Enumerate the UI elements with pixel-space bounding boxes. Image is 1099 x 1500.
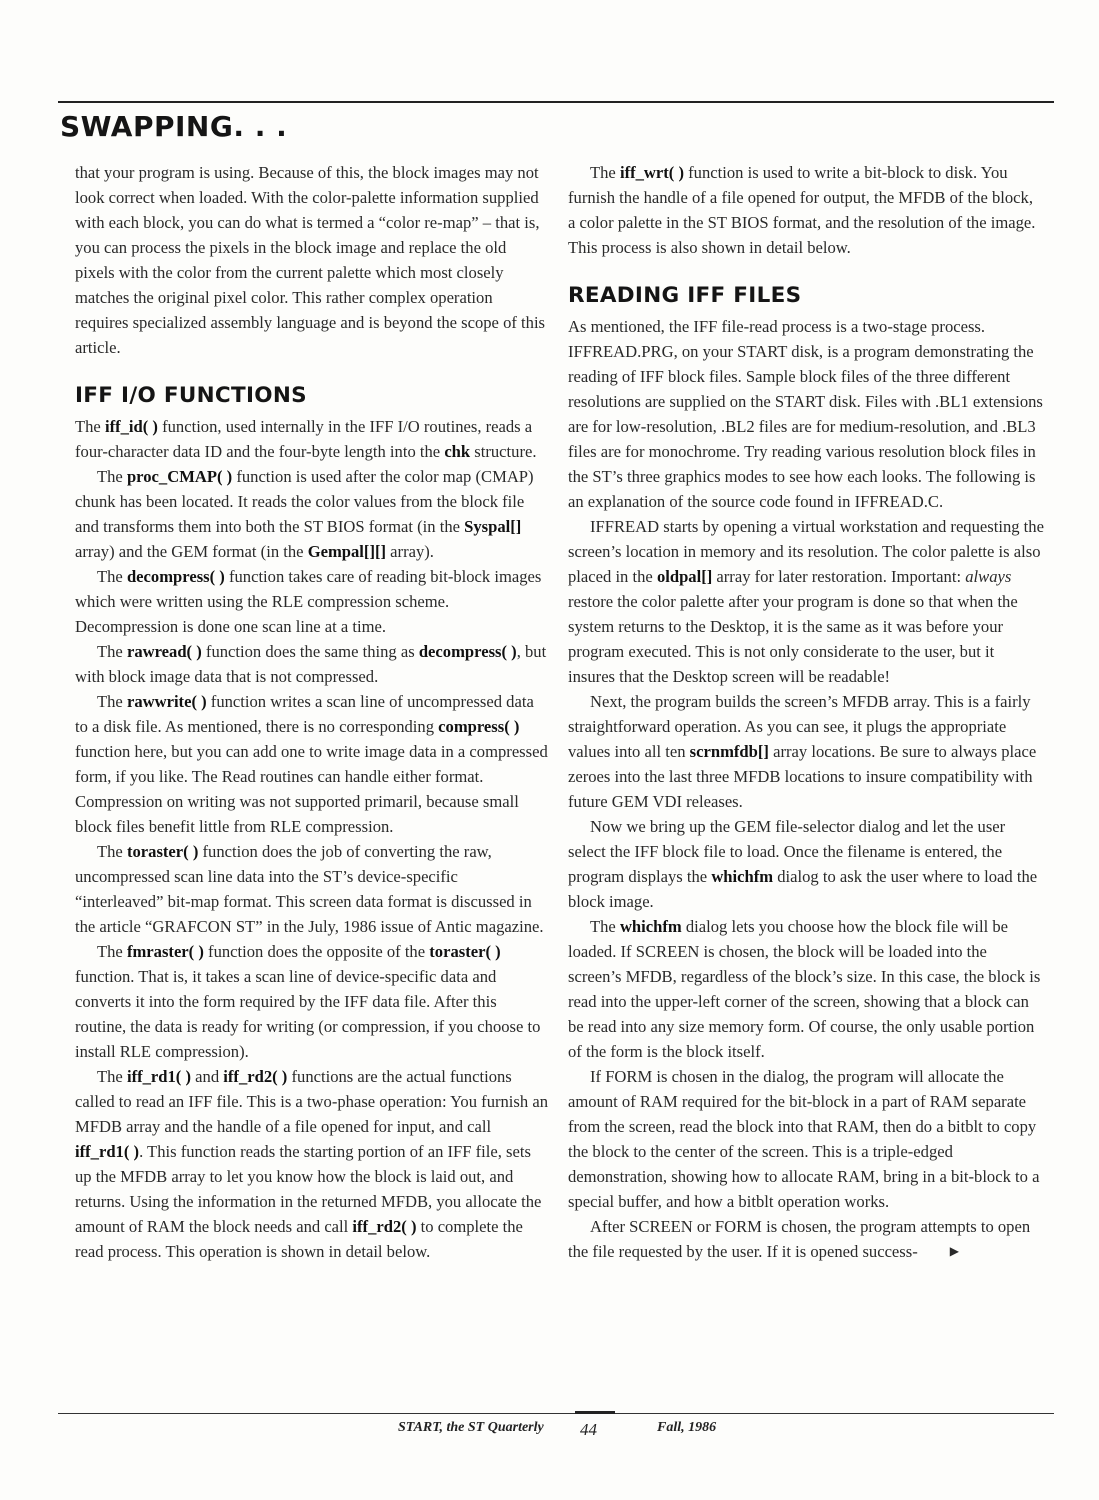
footer-magazine: START, the ST Quarterly [398, 1420, 544, 1435]
text-run: The [97, 842, 127, 861]
left-column [75, 160, 548, 1264]
emphasis-text: always [965, 567, 1012, 586]
text-run: dialog to ask the user where to load the block image. [568, 867, 1038, 911]
text-run: function does the job of converting the raw, uncompressed scan line data into the ST’s device-specific “interleaved” bit-map format. This screen data format is discussed in the article “GRAFCON ST” in the July, 1986 issue of Antic magazine. [75, 842, 544, 936]
function-name: fmraster( ) [126, 942, 204, 961]
text-run: The [75, 417, 105, 436]
text-run: array). [386, 542, 434, 561]
function-name: iff_rd2( ) [223, 1067, 288, 1086]
function-name: iff_id( ) [104, 417, 158, 436]
function-name: rawread( ) [126, 642, 202, 661]
text-run: The [97, 692, 127, 711]
text-run: Now we bring up the GEM file-selector dialog and let the user select the IFF block file to load. Once the filename is entered, the program displays the [568, 817, 1006, 886]
continued-arrow-icon: ▶ [949, 1244, 959, 1258]
text-run: The [590, 917, 620, 936]
text-run: array for later restoration. Important: [712, 567, 966, 586]
function-name: whichfm [619, 917, 682, 936]
paragraph [75, 464, 548, 564]
paragraph [75, 839, 548, 939]
text-run: IFFREAD starts by opening a virtual workstation and requesting the screen’s location in memory and its resolution. The color palette is also placed in the [568, 517, 1044, 586]
function-name: iff_rd1( ) [75, 1142, 140, 1161]
text-run: dialog lets you choose how the block file will be loaded. If SCREEN is chosen, the block will be loaded into the screen’s MFDB, regardless of the block’s size. In this case, the block is read into the upper-left corner of the screen, showing that a block can be read into any size memory form. Of course, the only usable portion of the form is the block itself. [568, 917, 1041, 1061]
paragraph [75, 414, 548, 464]
paragraph [568, 1214, 1044, 1264]
function-name: iff_rd1( ) [126, 1067, 192, 1086]
text-run: that your program is using. Because of this, the block images may not look correct when loaded. With the color-palette information supplied with each block, you can do what is termed a “color re-map” – that is, you can process the pixels in the block image and replace the old pixels with the color from the current palette which most closely matches the original pixel color. This rather complex operation requires specialized assembly language and is beyond the scope of this article. [75, 163, 546, 357]
paragraph [75, 939, 548, 1064]
text-run: and [191, 1067, 224, 1086]
text-run: The [97, 1067, 127, 1086]
paragraph [568, 1064, 1044, 1214]
text-run: function does the same thing as [201, 642, 419, 661]
footer-rule-accent [575, 1411, 615, 1414]
paragraph [75, 564, 548, 639]
text-run: structure. [470, 442, 537, 461]
text-run: Next, the program builds the screen’s MFDB array. This is a fairly straightforward operation. As you can see, it plugs the appropriate values into all ten [568, 692, 1031, 761]
paragraph [75, 639, 548, 689]
text-run: array) and the GEM format (in the [75, 542, 308, 561]
text-run: function is used to write a bit-block to disk. You furnish the handle of a file opened for output, the MFDB of the block, a color palette in the ST BIOS format, and the resolution of the image. This process is also shown in detail below. [568, 163, 1036, 257]
text-run: to complete the read process. This operation is shown in detail below. [75, 1217, 523, 1261]
text-run: . This function reads the starting portion of an IFF file, sets up the MFDB array to let you know how the block is laid out, and returns. Using the information in the returned MFDB, you allocate the amount of RAM the block needs and call [75, 1142, 542, 1236]
text-run: function is used after the color map (CMAP) chunk has been located. It reads the color values from the block file and transforms them into both the ST BIOS format (in the [75, 467, 534, 536]
function-name: iff_rd2( ) [352, 1217, 417, 1236]
text-run: As mentioned, the IFF file-read process is a two-stage process. IFFREAD.PRG, on your START disk, is a program demonstrating the reading of IFF block files. Sample block files of the three different resolutions are supplied on the START disk. Files with .BL1 extensions are for low-resolution, .BL2 files are for medium-resolution, and .BL3 files are for monochrome. Try reading various resolution block files in the ST’s three graphics modes to see how each looks. The following is an explanation of the source code found in IFFREAD.C. [568, 317, 1043, 511]
paragraph [568, 814, 1044, 914]
text-run: After SCREEN or FORM is chosen, the program attempts to open the file requested by the user. If it is opened success- [568, 1217, 1031, 1261]
paragraph [75, 160, 548, 360]
function-name: iff_wrt( ) [619, 163, 684, 182]
text-run: , but with block image data that is not compressed. [75, 642, 547, 686]
right-column [568, 160, 1044, 1264]
function-name: whichfm [711, 867, 774, 886]
text-run: If FORM is chosen in the dialog, the program will allocate the amount of RAM required for the bit-block in a part of RAM separate from the screen, read the block into that RAM, then do a bitblt to copy the block to the center of the screen. This is a triple-edged demonstration, showing how to allocate RAM, bring in a bit-block to a special buffer, and how a bitblt operation works. [568, 1067, 1040, 1211]
text-run: function writes a scan line of uncompressed data to a disk file. As mentioned, there is no corresponding [75, 692, 534, 736]
page-title: SWAPPING. . . [60, 110, 288, 143]
function-name: oldpal[] [656, 567, 713, 586]
paragraph [75, 1064, 548, 1264]
function-name: rawwrite( ) [126, 692, 207, 711]
text-run: function. That is, it takes a scan line of device-specific data and converts it into the form required by the IFF data file. After this routine, the data is ready for writing (or compression, if you choose to install RLE compression). [75, 967, 541, 1061]
section-heading: IFF I/O FUNCTIONS [75, 383, 307, 408]
function-name: chk [444, 442, 471, 461]
footer-date: Fall, 1986 [657, 1420, 717, 1435]
function-name: decompress( ) [418, 642, 517, 661]
page-number: 44 [580, 1420, 597, 1439]
text-run: array locations. Be sure to always place zeroes into the last three MFDB locations to insure compatibility with future GEM VDI releases. [568, 742, 1037, 811]
function-name: toraster( ) [429, 942, 501, 961]
function-name: compress( ) [438, 717, 520, 736]
paragraph [568, 514, 1044, 689]
paragraph [568, 689, 1044, 814]
paragraph [568, 914, 1044, 1064]
text-run: function, used internally in the IFF I/O routines, reads a four-character data ID and the four-byte length into the [75, 417, 533, 461]
section-heading: READING IFF FILES [568, 283, 802, 308]
text-run: The [97, 467, 127, 486]
text-run: The [590, 163, 620, 182]
text-run: The [97, 642, 127, 661]
header-rule [58, 101, 1054, 103]
text-run: restore the color palette after your program is done so that when the system returns to the Desktop, it is the same as it was before your program executed. This is not only considerate to the user, but it insures that the Desktop screen will be readable! [568, 592, 1018, 686]
paragraph [75, 689, 548, 839]
text-run: function here, but you can add one to write image data in a compressed form, if you like. The Read routines can handle either format. Compression on writing was not supported primaril, because small block files benefit little from RLE compression. [75, 742, 548, 836]
function-name: decompress( ) [126, 567, 225, 586]
function-name: Gempal[][] [307, 542, 387, 561]
paragraph [568, 160, 1044, 260]
text-run: The [97, 567, 127, 586]
function-name: scrnmfdb[] [689, 742, 769, 761]
paragraph [568, 314, 1044, 514]
function-name: proc_CMAP( ) [126, 467, 233, 486]
function-name: Syspal[] [464, 517, 522, 536]
function-name: toraster( ) [126, 842, 199, 861]
text-run: function does the opposite of the [203, 942, 430, 961]
text-run: function takes care of reading bit-block images which were written using the RLE compression scheme. Decompression is done one scan line at a time. [75, 567, 542, 636]
footer-rule [58, 1413, 1054, 1414]
text-run: functions are the actual functions called to read an IFF file. This is a two-phase operation: You furnish an MFDB array and the handle of a file opened for input, and call [75, 1067, 548, 1136]
text-run: The [97, 942, 127, 961]
